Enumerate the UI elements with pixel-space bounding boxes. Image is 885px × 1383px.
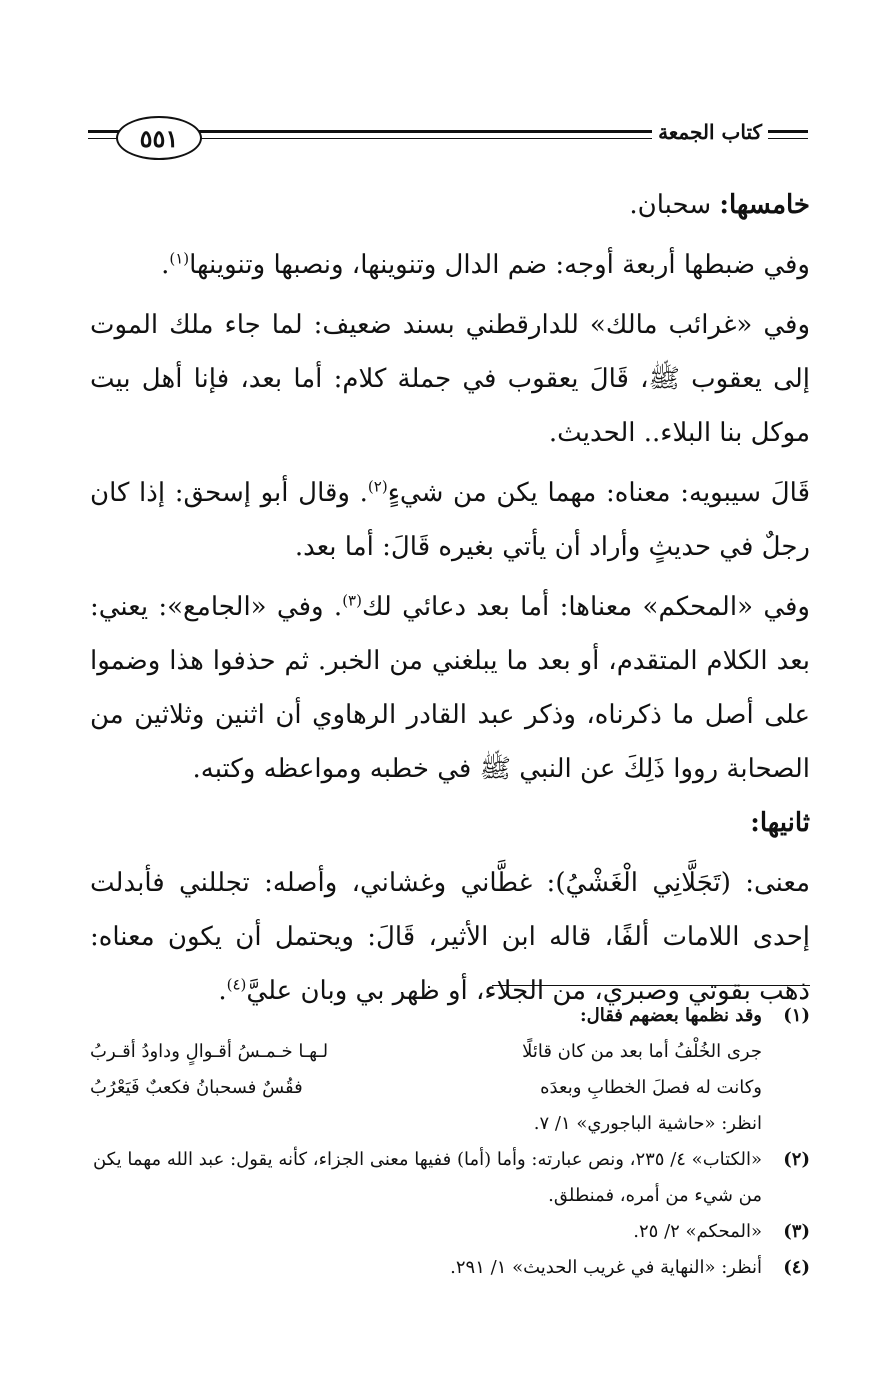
footnote-ref[interactable]: (١) bbox=[169, 249, 190, 268]
footnote-number: (٤) bbox=[783, 1257, 810, 1278]
footnote-body: أنظر: «النهاية في غريب الحديث» ١/ ٢٩١. bbox=[450, 1257, 762, 1278]
paragraph-end: . bbox=[218, 976, 227, 1006]
paragraph bbox=[90, 466, 810, 574]
footnote-source: انظر: «حاشية الباجوري» ١/ ٧. bbox=[533, 1113, 762, 1134]
verse-hemistich: لـهـا خـمـسُ أقـوالٍ وداودُ أقـربُ bbox=[90, 1041, 329, 1062]
paragraph bbox=[90, 856, 810, 1018]
paragraph-text: قَالَ سيبويه: معناه: مهما يكن من شيءٍ bbox=[387, 478, 810, 508]
paragraph bbox=[90, 580, 810, 796]
footnote-number: (١) bbox=[783, 1005, 810, 1026]
footnote-ref[interactable]: (٤) bbox=[226, 975, 247, 994]
footnote-intro: وقد نظمها بعضهم فقال: bbox=[579, 1005, 762, 1026]
section-label: ثانيها: bbox=[750, 808, 810, 838]
footnote-ref[interactable]: (٢) bbox=[367, 477, 388, 496]
poem-verse bbox=[90, 1034, 762, 1070]
paragraph bbox=[90, 298, 810, 460]
paragraph-text: سحبان. bbox=[629, 190, 720, 220]
footnote-body: «الكتاب» ٤/ ٢٣٥، ونص عبارته: وأما (أما) ففيها معنى الجزاء، كأنه يقول: عبد الله مهما يكن من شيء من أمره، فمنطلق. bbox=[92, 1149, 762, 1206]
footnote-ref[interactable]: (٣) bbox=[342, 591, 362, 610]
footnote-4 bbox=[90, 1250, 810, 1286]
verse-hemistich: جرى الخُلْفُ أما بعد من كان قائلًا bbox=[522, 1041, 762, 1062]
footnote-separator bbox=[492, 985, 810, 986]
paragraph bbox=[90, 178, 810, 232]
footnote-body: «المحكم» ٢/ ٢٥. bbox=[633, 1221, 762, 1242]
poem-verse bbox=[90, 1070, 762, 1106]
paragraph bbox=[90, 238, 810, 292]
paragraph-text: معنى: (تَجَلَّانِي الْغَشْيُ): غطَّاني وغشاني، وأصله: تجللني فأبدلت إحدى اللامات ألفًا، قاله ابن الأثير، قَالَ: ويحتمل أن يكون معناه: ذهب بقوتي وصبري، من الجلاء، أو ظهر بي وبان عليَّ bbox=[90, 868, 810, 1006]
footnote-3 bbox=[90, 1214, 810, 1250]
verse-hemistich: فقُسٌ فسحبانُ فكعبٌ فَيَعْرُبُ bbox=[90, 1077, 303, 1098]
page-number: ٥٥١ bbox=[116, 116, 202, 160]
book-title: كتاب الجمعة bbox=[652, 120, 768, 144]
verse-hemistich: وكانت له فصلَ الخطابِ وبعدَه bbox=[540, 1077, 762, 1098]
paragraph-text: وفي «المحكم» معناها: أما بعد دعائي لك bbox=[361, 592, 810, 622]
footnote-number: (٣) bbox=[783, 1221, 810, 1242]
paragraph bbox=[90, 796, 810, 850]
section-label: خامسها: bbox=[719, 190, 810, 220]
paragraph-text: وفي «غرائب مالك» للدارقطني بسند ضعيف: لما جاء ملك الموت إلى يعقوب ﷺ، قَالَ يعقوب في جملة كلام: أما بعد، فإنا أهل بيت موكل بنا البلاء.. الحديث. bbox=[90, 310, 810, 448]
footnote-body bbox=[90, 998, 762, 1142]
paragraph-end: . bbox=[161, 250, 170, 280]
main-text bbox=[90, 178, 810, 1018]
footnote-2 bbox=[90, 1142, 810, 1214]
paragraph-text: وفي ضبطها أربعة أوجه: ضم الدال وتنوينها، ونصبها وتنوينها bbox=[189, 250, 810, 280]
page-header bbox=[88, 110, 808, 166]
footnotes bbox=[90, 998, 810, 1286]
paragraph-text: . وقال أبو إسحق: إذا كان رجلٌ في حديثٍ وأراد أن يأتي بغيره قَالَ: أما بعد. bbox=[90, 478, 810, 562]
footnote-number: (٢) bbox=[783, 1149, 810, 1170]
footnote-1 bbox=[90, 998, 810, 1142]
paragraph-text: . وفي «الجامع»: يعني: بعد الكلام المتقدم، أو بعد ما يبلغني من الخبر. ثم حذفوا هذا وضموا على أصل ما ذكرناه، وذكر عبد القادر الرهاوي أن اثنين وثلاثين من الصحابة رووا ذَلِكَ عن النبي ﷺ في خطبه ومواعظه وكتبه. bbox=[90, 592, 810, 784]
